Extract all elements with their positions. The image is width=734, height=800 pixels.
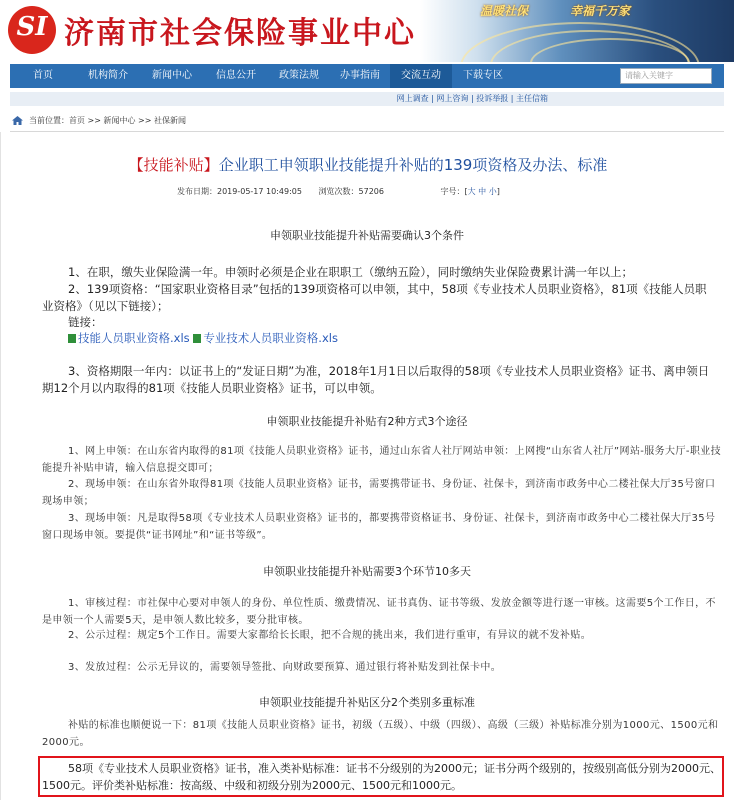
paragraph: 3、现场申领：凡是取得58项《专业技术人员职业资格》证书的，都要携带资格证书、身份证、社保卡，到济南市政务中心二楼社保大厅35号窗口现场申领。要提供“证书网址”和“证书等级”。 xyxy=(42,513,716,541)
paragraph: 2、公示过程：规定5个工作日。需要大家都给长长眼，把不合规的挑出来，我们进行重审，有异议的就不发补贴。 xyxy=(68,630,592,641)
excel-file-icon xyxy=(193,334,201,343)
highlight-box xyxy=(38,756,724,797)
fontsize-end: ] xyxy=(496,187,500,196)
highlighted-paragraph: 58项《专业技术人员职业资格》证书，准入类补贴标准：证书不分级别的为2000元；证书分两个级别的，按级别高低分别为2000元、1500元。评价类补贴标准：按高级、中级和初级分别为2000元、1500元和1000元。 xyxy=(42,762,721,792)
breadcrumb-text[interactable]: 当前位置：首页 >> 新闻中心 >> 社保新闻 xyxy=(29,116,186,125)
main-nav xyxy=(10,64,724,88)
article-title xyxy=(1,154,734,175)
paragraph: 3、资格期限一年内：以证书上的“发证日期”为准，2018年1月1日以后取得的58项《专业技术人员职业资格》证书、离申领日期12个月以内取得的81项《技能人员职业资格》证书，可以申领。 xyxy=(42,364,710,395)
links-label: 链接： xyxy=(68,315,103,329)
attachment-links xyxy=(68,330,338,346)
link-professional-qualification[interactable]: 专业技术人员职业资格.xls xyxy=(203,331,338,345)
article-title-text: 企业职工申领职业技能提升补贴的139项资格及办法、标准 xyxy=(218,156,608,174)
link-skill-qualification[interactable]: 技能人员职业资格.xls xyxy=(78,331,190,345)
search-input[interactable]: 请输入关键字 xyxy=(620,68,712,84)
banner-slogan-1: 温暖社保 xyxy=(480,4,529,18)
paragraph: 3、发放过程：公示无异议的，需要领导签批、向财政要预算、通过银行将补贴发到社保卡中。 xyxy=(68,662,502,673)
nav-interaction[interactable]: 交流互动 xyxy=(390,64,452,88)
site-header xyxy=(0,0,734,62)
paragraph: 补贴的标准也顺便说一下：81项《技能人员职业资格》证书，初级（五级）、中级（四级）、高级（三级）补贴标准分别为1000元、1500元和2000元。 xyxy=(42,720,719,748)
nav-policy[interactable]: 政策法规 xyxy=(279,70,319,81)
nav-news[interactable]: 新闻中心 xyxy=(152,70,192,81)
excel-file-icon xyxy=(68,334,76,343)
section-heading: 申领职业技能提升补贴需要确认3个条件 xyxy=(270,229,464,242)
sub-nav-links[interactable]: 网上调查 | 网上咨询 | 投诉举报 | 主任信箱 xyxy=(10,92,724,106)
nav-home[interactable]: 首页 xyxy=(33,70,53,81)
site-title[interactable]: 济南市社会保险事业中心 xyxy=(64,16,416,51)
header-banner xyxy=(420,0,734,62)
paragraph: 2、现场申领：在山东省外取得81项《技能人员职业资格》证书，需要携带证书、身份证、社保卡，到济南市政务中心二楼社保大厅35号窗口现场申领； xyxy=(42,479,716,507)
paragraph: 2、139项资格：“国家职业资格目录”包括的139项资格可以申领，其中，58项《专业技术人员职业资格》，81项《技能人员职业资格》（见以下链接）； xyxy=(42,282,707,313)
nav-guide[interactable]: 办事指南 xyxy=(340,70,380,81)
banner-slogan-2: 幸福千万家 xyxy=(570,4,631,18)
section-heading: 申领职业技能提升补贴需要3个环节10多天 xyxy=(263,565,471,578)
fontsize-label: 字号：[ xyxy=(440,187,468,196)
nav-download[interactable]: 下载专区 xyxy=(463,70,503,81)
paragraph: 1、在职，缴失业保险满一年。申领时必须是企业在职职工（缴纳五险），同时缴纳失业保险费累计满一年以上； xyxy=(68,265,634,279)
publish-date: 发布日期：2019-05-17 10:49:05 xyxy=(177,187,302,196)
breadcrumb xyxy=(12,114,186,128)
section-heading: 申领职业技能提升补贴区分2个类别多重标准 xyxy=(259,696,475,709)
article-meta xyxy=(177,186,500,197)
paragraph: 1、审核过程：市社保中心要对申领人的身份、单位性质、缴费情况、证书真伪、证书等级、发放金额等进行逐一审核。这需要5个工作日，不是申领一个人需要5天，是申领人数比较多，要分批审核。 xyxy=(42,598,716,626)
site-logo[interactable]: SI xyxy=(8,6,56,54)
view-count: 浏览次数：57206 xyxy=(318,187,384,196)
paragraph: 1、网上申领：在山东省内取得的81项《技能人员职业资格》证书，通过山东省人社厅网站申领：上网搜“山东省人社厅”网站-服务大厅-职业技能提升补贴申请，输入信息提交即可； xyxy=(42,446,722,474)
article-tag: 【技能补贴】 xyxy=(128,156,219,174)
home-icon xyxy=(12,116,23,125)
nav-info-public[interactable]: 信息公开 xyxy=(216,70,256,81)
fontsize-options[interactable]: 大 中 小 xyxy=(467,187,497,196)
nav-about[interactable]: 机构简介 xyxy=(88,70,128,81)
section-heading: 申领职业技能提升补贴有2种方式3个途径 xyxy=(266,415,468,428)
